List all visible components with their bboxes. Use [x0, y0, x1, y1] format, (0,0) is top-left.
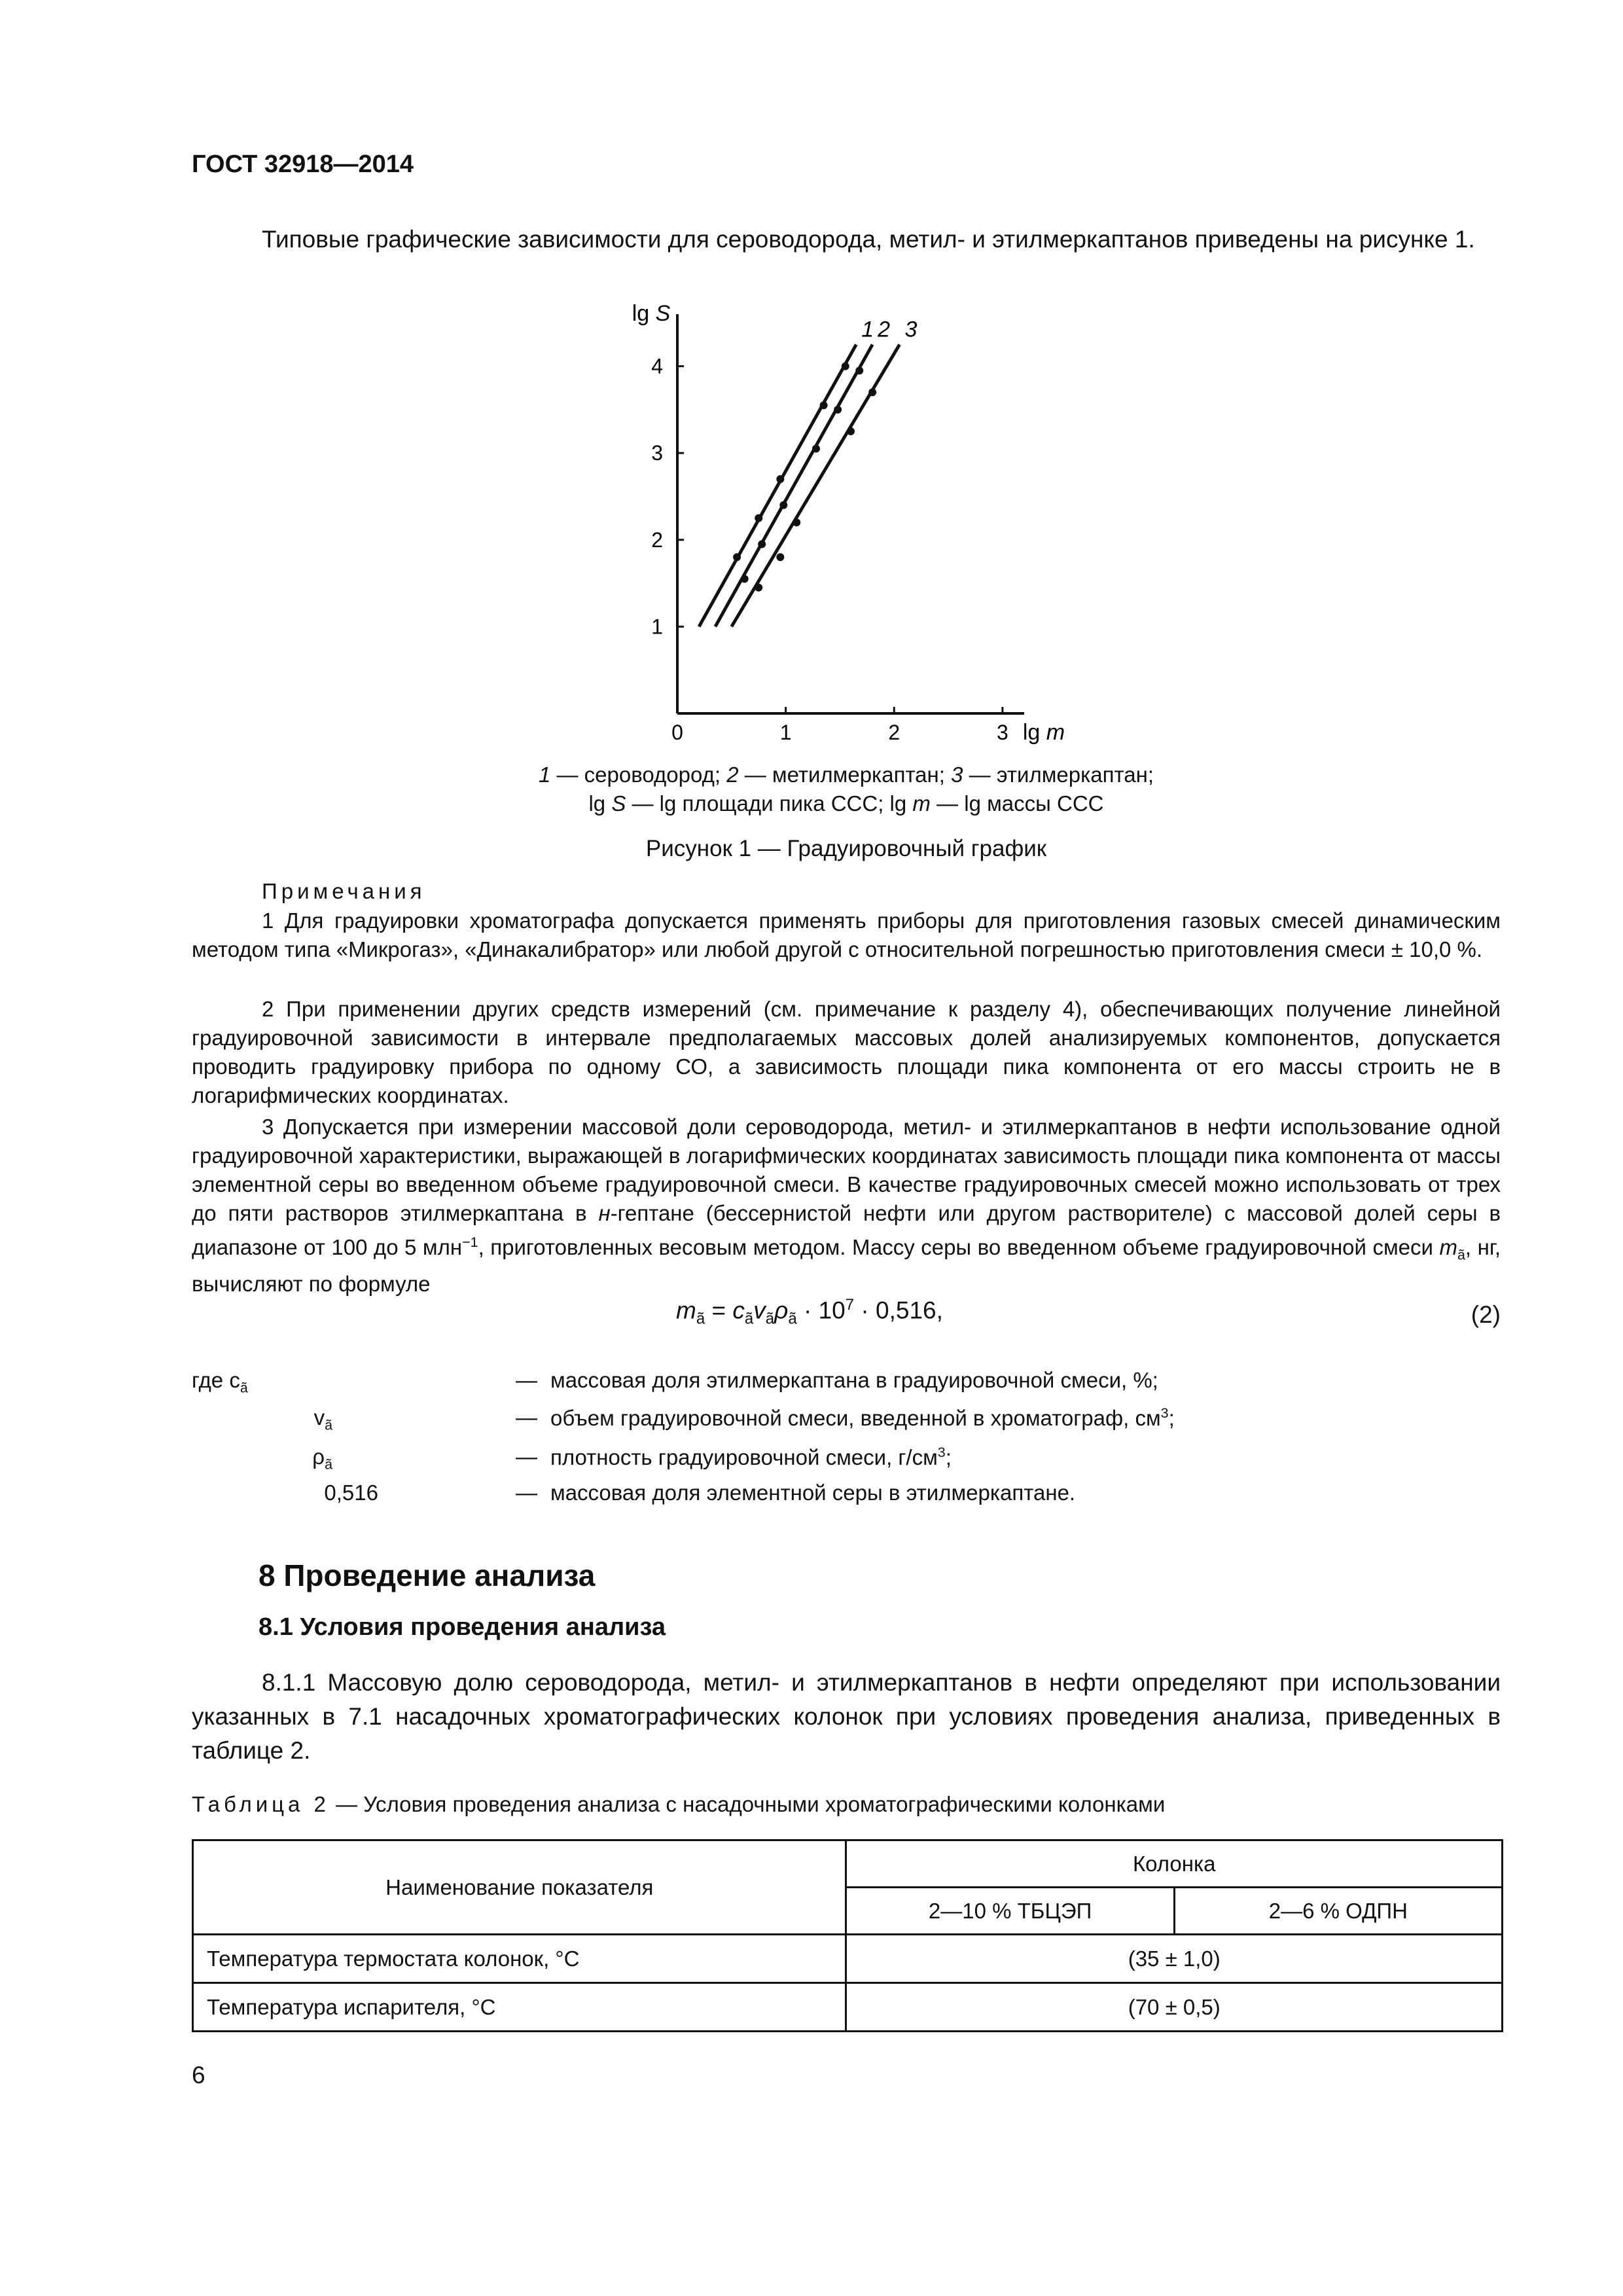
data-point	[776, 475, 784, 483]
where-dash-2: —	[516, 1405, 537, 1429]
y-tick-label: 1	[651, 615, 663, 639]
note-3	[192, 1113, 1501, 1299]
note-3-sup: −1	[462, 1234, 478, 1250]
table-cell-name: Температура испарителя, °С	[193, 1983, 846, 2032]
where-text-2-sup: 3	[1160, 1405, 1169, 1421]
where-block	[192, 1368, 1501, 1564]
data-point	[855, 367, 863, 374]
x-axis-label: lg m	[1022, 720, 1065, 745]
legend-var-m: m	[912, 791, 931, 816]
where-sym-3	[224, 1444, 332, 1473]
where-sym-2-main: v	[313, 1405, 325, 1429]
note-3-m: m	[1439, 1235, 1457, 1259]
where-sym-2	[224, 1405, 332, 1434]
where-text-2-main: объем градуировочной смеси, введенной в хроматограф, см	[550, 1406, 1161, 1430]
table-2-caption-label: Таблица 2	[192, 1792, 330, 1816]
legend-text-2: — метилмеркаптан;	[738, 762, 952, 787]
legend-desc-m: — lg массы ССС	[930, 791, 1104, 816]
formula-expression	[676, 1296, 943, 1329]
section-8-1-1-paragraph: 8.1.1 Массовую долю сероводорода, метил- и этилмеркаптанов в нефти определяют при использовании указанных в 7.1 насадочных хроматографических колонок при условиях проведения анализа, приведенных в таблице 2.	[192, 1669, 1501, 1764]
legend-text-1: — сероводород;	[550, 762, 727, 787]
formula-rho-sub: ã	[788, 1310, 797, 1328]
chart-series	[699, 317, 917, 626]
where-text-3	[550, 1444, 952, 1470]
where-lead	[192, 1368, 248, 1397]
series-line-2	[715, 344, 872, 626]
formula-tail: · 0,516,	[854, 1297, 943, 1324]
series-label-3: 3	[904, 317, 918, 342]
intro-paragraph: Типовые графические зависимости для сероводорода, метил- и этилмеркаптанов приведены на рисунке 1.	[262, 226, 1475, 253]
where-text-2	[550, 1405, 1175, 1431]
formula-rho: ρ	[774, 1297, 789, 1324]
formula-rest: · 10	[796, 1297, 846, 1324]
where-dash-1: —	[516, 1368, 537, 1392]
where-sym-3-sub: ã	[325, 1456, 332, 1473]
note-1: 1 Для градуировки хроматографа допускается применять приборы для приготовления газовых смесей динамическим методом типа «Микрогаз», «Динакалибратор» или любой другой с относительной погрешностью приготовления смеси ± 10,0 %.	[192, 908, 1501, 961]
page-number: 6	[192, 2062, 205, 2089]
series-line-1	[699, 344, 856, 626]
table-header-column-group: Колонка	[846, 1840, 1503, 1888]
where-sym-4: 0,516	[324, 1480, 378, 1505]
series-label-2: 2	[878, 317, 891, 342]
data-point	[776, 553, 784, 561]
table-subheader-2: 2—6 % ОДПН	[1174, 1888, 1502, 1935]
where-lead-sub: ã	[240, 1380, 248, 1396]
data-point	[733, 553, 741, 561]
x-axis-label-var: m	[1046, 720, 1065, 745]
data-point	[847, 427, 855, 435]
note-3-italic: н	[598, 1201, 611, 1225]
calibration-chart	[622, 295, 1080, 753]
where-text-3-main: плотность градуировочной смеси, г/см	[550, 1445, 938, 1469]
note-3-part-a: 3 Допускается при измерении массовой доли сероводорода, метил- и этилмеркаптанов в нефти использование одной градуировочной характеристики, выражающей в логарифмических координатах зависимость площади пика компонента от массы элементной серы во введенном объеме градуировочной смеси. В качестве градуировочных смесей можно использовать от трех до пяти растворов этилмеркаптана в	[192, 1115, 1501, 1225]
table-2-caption	[192, 1792, 1165, 1817]
legend-desc-s: — lg площади пика ССС; lg	[626, 791, 913, 816]
table-2-caption-text: — Условия проведения анализа с насадочными хроматографическими колонками	[329, 1792, 1166, 1816]
formula-m-sub: ã	[696, 1310, 705, 1328]
data-point	[834, 406, 842, 414]
data-point	[793, 518, 800, 526]
legend-var-s: S	[611, 791, 626, 816]
y-tick-label: 2	[651, 528, 663, 552]
data-point	[812, 445, 820, 453]
y-tick-label: 4	[651, 354, 663, 378]
legend-num-3: 3	[951, 762, 963, 787]
chart-ticks	[651, 355, 1008, 744]
data-point	[755, 514, 762, 522]
formula-pow: 7	[845, 1296, 855, 1314]
table-row	[193, 1983, 1503, 2032]
where-text-3-end: ;	[945, 1445, 952, 1469]
section-8-title: 8 Проведение анализа	[259, 1558, 596, 1592]
note-3-part-b: -гептане (бессернистой нефти или другом растворителе) с массовой долей серы в диапазоне от 100 до 5 млн	[192, 1201, 1501, 1259]
y-axis-label: lg S	[632, 301, 671, 326]
formula-v-sub: ã	[765, 1310, 775, 1328]
table-subheader-1: 2—10 % ТБЦЭП	[846, 1888, 1174, 1935]
formula-eq: =	[705, 1297, 733, 1324]
chart-axes	[677, 314, 1024, 713]
x-tick-label: 2	[888, 721, 901, 744]
formula-v: v	[753, 1297, 766, 1324]
data-point	[868, 388, 876, 396]
legend-num-2: 2	[726, 762, 739, 787]
table-header-name: Наименование показателя	[193, 1840, 846, 1935]
data-point	[741, 575, 749, 583]
formula-c: c	[732, 1297, 745, 1324]
note-3-part-c: , приготовленных весовым методом. Массу серы во введенном объеме градуировочной смеси	[478, 1235, 1440, 1259]
y-axis-label-var: S	[655, 301, 671, 326]
where-text-3-sup: 3	[937, 1444, 946, 1460]
note-2: 2 При применении других средств измерений (см. примечание к разделу 4), обеспечивающих получение линейной градуировочной зависимости в интервале предполагаемых массовых долей анализируемых компонентов, допускается проводить градуировку прибора по одному СО, а зависимость площади пика компонента от его массы строить не в логарифмических координатах.	[192, 997, 1501, 1107]
formula-m: m	[676, 1297, 696, 1324]
where-sym-3-main: ρ	[312, 1444, 325, 1469]
x-tick-label: 1	[779, 721, 792, 744]
legend-text-3: — этилмеркаптан;	[963, 762, 1154, 787]
where-sym-2-sub: ã	[325, 1417, 332, 1433]
figure-caption: Рисунок 1 — Градуировочный график	[645, 836, 1047, 861]
legend-lg-1: lg	[588, 791, 612, 816]
figure-legend-line1	[192, 761, 1501, 789]
table-cell-value: (70 ± 0,5)	[846, 1983, 1503, 2032]
data-point	[820, 401, 828, 409]
table-2	[192, 1839, 1503, 2032]
where-text-4: массовая доля элементной серы в этилмеркаптане.	[550, 1480, 1076, 1505]
document-header: ГОСТ 32918—2014	[192, 151, 414, 178]
where-dash-4: —	[516, 1480, 537, 1505]
table-row	[193, 1935, 1503, 1983]
figure-legend-line2	[192, 789, 1501, 818]
where-lead-text: где c	[192, 1368, 240, 1392]
table-cell-name: Температура термостата колонок, °С	[193, 1935, 846, 1983]
data-point	[779, 501, 787, 509]
note-3-m-sub: ã	[1457, 1247, 1465, 1263]
legend-num-1: 1	[538, 762, 551, 787]
data-point	[758, 540, 766, 548]
notes-heading: Примечания	[262, 879, 426, 903]
x-tick-label: 0	[671, 721, 683, 744]
y-tick-label: 3	[651, 441, 663, 465]
x-tick-label: 3	[996, 721, 1008, 744]
data-point	[842, 363, 849, 370]
where-text-1: массовая доля этилмеркаптана в градуировочной смеси, %;	[550, 1368, 1158, 1392]
where-text-2-end: ;	[1168, 1406, 1175, 1430]
formula-number: (2)	[1471, 1301, 1501, 1328]
formula-c-sub: ã	[744, 1310, 754, 1328]
where-dash-3: —	[516, 1444, 537, 1469]
data-point	[755, 584, 762, 592]
table-cell-value: (35 ± 1,0)	[846, 1935, 1503, 1983]
section-8-1-title: 8.1 Условия проведения анализа	[259, 1613, 666, 1641]
series-label-1: 1	[861, 317, 874, 342]
note-3-part-d: , нг, вычисляют по формуле	[192, 1235, 1501, 1296]
